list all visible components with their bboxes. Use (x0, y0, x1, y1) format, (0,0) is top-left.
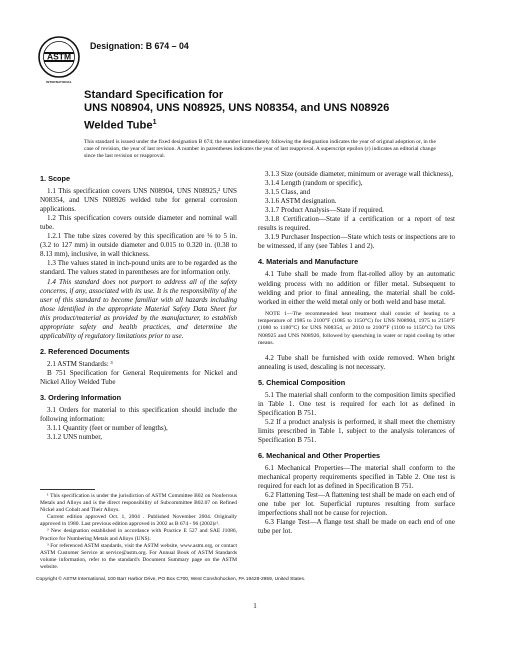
title-footnote-mark: 1 (152, 118, 157, 126)
paragraph-1-1: 1.1 This specification covers UNS N08904, UNS N08925,² UNS N08354, and UNS N08926 welded tube for general corrosion applications. (40, 187, 237, 214)
paragraph-3-1-6: 3.1.6 ASTM designation. (265, 197, 337, 206)
footnote-2: ² New designation established in accordance with Practice E 527 and SAE J1086, Practice for Numbering Metals and Alloys (UNS). (40, 528, 237, 542)
section-heading-materials: 4. Materials and Manufacture (258, 257, 359, 267)
paragraph-4-2: 4.2 Tube shall be furnished with oxide removed. When bright annealing is used, descaling is not necessary. (258, 353, 455, 371)
document-title (84, 89, 474, 133)
section-heading-mechanical-properties: 6. Mechanical and Other Properties (258, 451, 381, 461)
paragraph-3-1-7: 3.1.7 Product Analysis—State if required. (265, 206, 384, 215)
paragraph-1-2: 1.2 This specification covers outside diameter and nominal wall tube. (40, 214, 237, 232)
issuance-notice: This standard is issued under the fixed designation B 674; the number immediately following the designation indicates the year of original adoption or, in the case of revision, the year of last revision. A number in parentheses indicates the year of last reapproval. A superscript epsilon (ε) indicates an editorial change since the last revision or reapproval. (84, 139, 436, 160)
paragraph-2-1: 2.1 ASTM Standards: ³ (47, 359, 113, 368)
footnote-1: ¹ This specification is under the jurisdiction of ASTM Committee B02 on Nonferrous Metals and Alloys and is the direct responsibility of Subcommittee B02.07 on Refined Nickel and Cobalt and Their Alloys. (40, 493, 237, 514)
left-column (40, 170, 237, 442)
astm-seal-icon (38, 36, 80, 78)
paragraph-6-2: 6.2 Flattening Test—A flattening test shall be made on each end of one tube per lot. Superficial ruptures resulting from surface imperfections shall not be cause for rejection. (258, 491, 455, 518)
section-heading-scope: 1. Scope (40, 174, 71, 183)
svg-text:ASTM: ASTM (46, 51, 72, 62)
footnote-1-edition: Current edition approved Oct. 1, 2004 . Published November 2004. Originally approved in 1980. Last previous edition approved in 2002 as B 674 - 96 (2002)ε¹. (40, 514, 237, 528)
paragraph-3-1-1: 3.1.1 Quantity (feet or number of lengths), (47, 424, 168, 433)
paragraph-3-1-8: 3.1.8 Certification—State if a certification or a report of test results is required. (258, 215, 455, 233)
title-line-3 (84, 116, 474, 133)
section-heading-ordering-information: 3. Ordering Information (40, 393, 122, 403)
section-heading-chemical-composition: 5. Chemical Composition (258, 377, 346, 387)
footnote-rule (40, 489, 95, 490)
paragraph-1-3: 1.3 The values stated in inch-pound units are to be regarded as the standard. The values stated in parentheses are for information only. (40, 259, 237, 277)
footnote-3: ³ For referenced ASTM standards, visit the ASTM website, www.astm.org, or contact ASTM Customer Service at service@astm.org. For Annual Book of ASTM Standards volume information, refer to the standard's Document Summary page on the ASTM website. (40, 542, 237, 570)
footnotes (40, 489, 237, 571)
astm-logo (38, 36, 80, 84)
reference-b751: B 751 Specification for General Requirements for Nickel and Nickel Alloy Welded Tube (40, 368, 237, 386)
paragraph-3-1-3: 3.1.3 Size (outside diameter, minimum or average wall thickness), (265, 170, 454, 178)
copyright-line: Copyright © ASTM International, 100 Barr Harbor Drive, PO Box C700, West Conshohocken, PA 19428-2959, United States. (36, 577, 306, 582)
paragraph-1-2-1: 1.2.1 The tube sizes covered by this specification are ⅛ to 5 in. (3.2 to 127 mm) in outside diameter and 0.015 to 0.320 in. (0.38 to 8.13 mm), inclusive, in wall thickness. (40, 232, 237, 259)
paragraph-6-3: 6.3 Flange Test—A flange test shall be made on each end of one tube per lot. (258, 518, 455, 536)
title-line-1: Standard Specification for (84, 89, 224, 101)
note-1: NOTE 1—The recommended heat treatment shall consist of heating to a temperature of 1985 to 2100°F (1085 to 1150°C) for UNS N08904, 1975 to 2150°F (1080 to 1180°C) for UNS N08354, or 2010 to 2100°F (1100 to 1150°C) for UNS N08925 and UNS N08926, followed by quenching in water or rapid cooling by other means. (258, 310, 455, 347)
paragraph-3-1-4: 3.1.4 Length (random or specific), (265, 179, 363, 188)
paragraph-4-1: 4.1 Tube shall be made from flat-rolled alloy by an automatic welding process with no addition or filler metal. Subsequent to welding and prior to final annealing, the material shall be cold-worked in either the weld metal only or both weld and base metal. (258, 270, 455, 306)
paragraph-5-2: 5.2 If a product analysis is performed, it shall meet the chemistry limits prescribed in Table 1, subject to the analysis tolerances of Specification B 751. (258, 417, 455, 445)
paragraph-3-1-9: 3.1.9 Purchaser Inspection—State which tests or inspections are to be witnessed, if any (see Tables 1 and 2). (258, 233, 455, 251)
designation-line: Designation: B 674 – 04 (90, 41, 189, 51)
right-column (258, 170, 455, 537)
page-number: 1 (253, 602, 257, 610)
paragraph-3-1: 3.1 Orders for material to this specification should include the following information: (40, 406, 237, 424)
paragraph-1-4-safety: 1.4 This standard does not purport to address all of the safety concerns, if any, associated with its use. It is the responsibility of the user of this standard to become familiar with all hazards including those identified in the appropriate Material Safety Data Sheet for this product/material as provided by the manufacturer, to establish appropriate safety and health practices, and determine the applicability of regulatory limitations prior to use. (40, 277, 237, 340)
paragraph-6-1: 6.1 Mechanical Properties—The material shall conform to the mechanical property requirements specified in Table 2. One test is required for each lot as defined in Specification B 751. (258, 464, 455, 491)
paragraph-3-1-2: 3.1.2 UNS number, (47, 433, 103, 442)
section-heading-referenced-documents: 2. Referenced Documents (40, 346, 130, 356)
logo-caption: INTERNATIONAL (46, 80, 72, 84)
title-line-3-text: Welded Tube (84, 119, 153, 132)
paragraph-3-1-5: 3.1.5 Class, and (265, 188, 311, 197)
paragraph-5-1: 5.1 The material shall conform to the composition limits specified in Table 1. One test is required for each lot as defined in Specification B 751. (258, 390, 455, 417)
title-line-2: UNS N08904, UNS N08925, UNS N08354, and UNS N08926 (84, 102, 390, 115)
